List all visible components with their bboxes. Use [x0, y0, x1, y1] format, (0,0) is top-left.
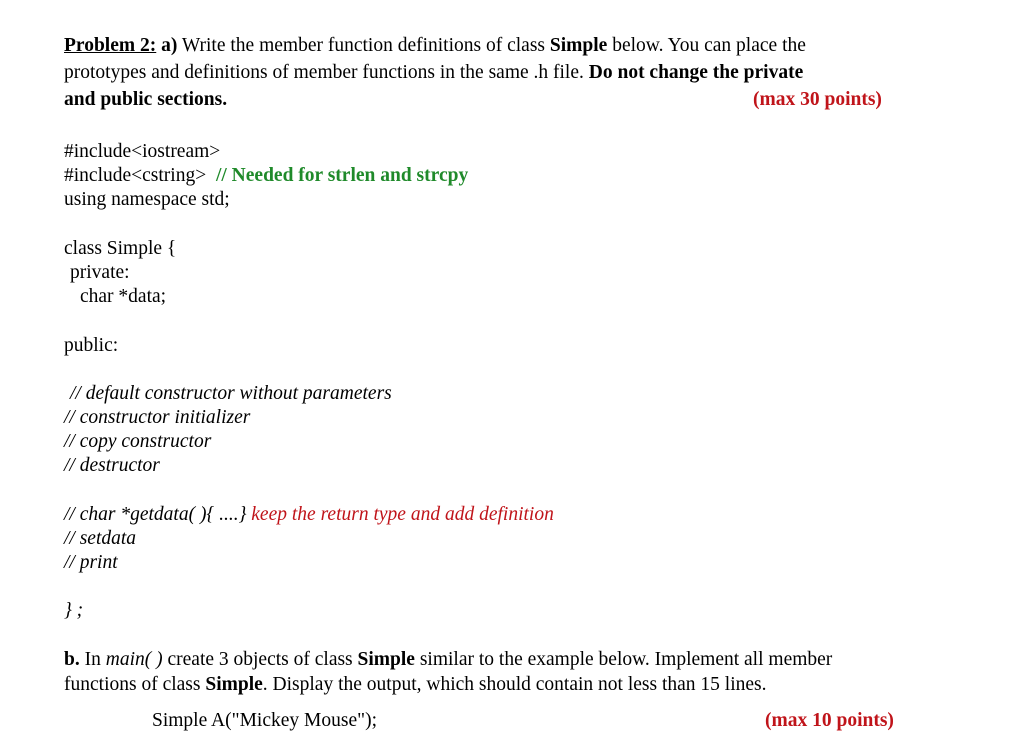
part-b-line-2 [64, 672, 767, 698]
problem-text: Write the member function definitions of class [177, 35, 550, 56]
points-badge-b: (max 10 points) [765, 710, 894, 731]
part-b-label: b. [64, 649, 80, 670]
problem-line-2 [64, 60, 803, 86]
part-b-text: functions of class [64, 674, 206, 695]
problem-line-3: and public sections. [64, 89, 228, 110]
code-comment-default-ctor: // default constructor without parameters [70, 383, 392, 404]
code-data-member: char *data; [80, 286, 167, 307]
code-class-close: } ; [64, 600, 84, 621]
code-comment-getdata [64, 502, 554, 528]
code-comment-print: // print [64, 552, 118, 573]
code-note: keep the return type and add definition [251, 504, 554, 525]
code-text: #include<cstring> [64, 165, 207, 186]
problem-text: below. You can place the [607, 35, 806, 56]
part-b-line-1 [64, 647, 832, 673]
class-name: Simple [549, 35, 608, 56]
code-comment-copy-ctor: // copy constructor [64, 431, 212, 452]
code-include-cstring [64, 163, 468, 189]
code-comment-destructor: // destructor [64, 455, 160, 476]
problem-line-1 [64, 33, 806, 59]
main-function: main( ) [105, 649, 163, 670]
code-comment-ctor-init: // constructor initializer [64, 407, 251, 428]
problem-text: prototypes and definitions of member functions in the same .h file. [64, 62, 589, 83]
code-text: // char *getdata( ){ ....} [64, 504, 252, 525]
problem-heading: Problem 2: [64, 35, 157, 56]
part-b-text: create 3 objects of class [162, 649, 358, 670]
part-b-text: In [79, 649, 106, 670]
points-badge-a: (max 30 points) [753, 89, 882, 110]
part-a-label: a) [161, 35, 178, 56]
code-public-label: public: [64, 335, 119, 356]
class-name: Simple [357, 649, 415, 670]
class-name: Simple [205, 674, 263, 695]
code-private-label: private: [70, 262, 130, 283]
part-b-text: . Display the output, which should contain not less than 15 lines. [262, 674, 767, 695]
instruction-bold: Do not change the private [588, 62, 804, 83]
part-b-text: similar to the example below. Implement all member [414, 649, 833, 670]
example-code: Simple A("Mickey Mouse"); [152, 710, 377, 731]
code-include-iostream: #include<iostream> [64, 141, 221, 162]
code-comment: // Needed for strlen and strcpy [215, 165, 469, 186]
code-class-decl: class Simple { [64, 238, 177, 259]
code-comment-setdata: // setdata [64, 528, 137, 549]
code-using-namespace: using namespace std; [64, 189, 230, 210]
